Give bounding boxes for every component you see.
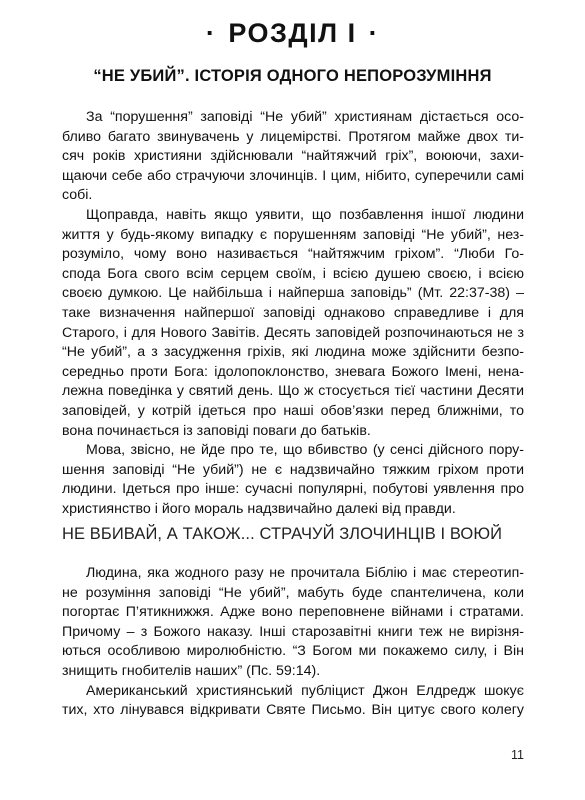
text-line: погортає П’ятикнижжя. Адже воно переповнене війнами і стратами. [62,604,524,621]
text-line: Мова, звісно, не йде про те, що вбивство (у сенсі дійсного пору- [86,442,524,459]
text-line: спода Бога свого всім серцем своїм, і всією душею своєю, і всією [62,265,524,282]
body-text-block-2 [62,564,524,721]
text-line: Щоправда, навіть якщо уявити, що позбавлення іншої людини [86,206,524,223]
text-line: щаючи себе або страчуючи злочинців. І цим, нібито, суперечили самі [62,167,524,184]
text-line: не розуміння заповіді “Не убий”, мабуть буде спантеличена, коли [62,584,524,601]
text-line: собі. [62,187,93,204]
section-heading-execute-and-fight: НЕ ВБИВАЙ, А ТАКОЖ... СТРАЧУЙ ЗЛОЧИНЦІВ І ВОЮЙ [62,525,503,543]
text-line: людини. Ідеться про інше: сучасні популярні, побутові уявлення про [62,481,524,498]
text-line: Американський християнський публіцист Джон Елдредж шокує [86,682,524,699]
chapter-title-dot-left: · [205,18,217,48]
text-line: Причому – з Божого наказу. Інші старозавітні книги теж не вирізня- [62,623,524,640]
chapter-title-text: РОЗДІЛ І [228,18,357,48]
text-line: своєю думкою. Це найбільша і найперша заповідь” (Мт. 22:37-38) – [62,285,524,302]
page-number: 11 [511,748,524,762]
chapter-title-dot-right: · [368,18,380,48]
text-line: “Не убий”, а з засудження гріхів, які людина може здійснити безпо- [62,344,524,361]
text-line: середньо проти Бога: ідолопоклонство, зневага Божого Імені, нена- [62,363,524,380]
text-line: вона починається із заповіді поваги до батьків. [62,422,371,439]
chapter-title [0,18,585,49]
text-line: заповідей, у котрій ідеться про наші обов’язки перед ближніми, то [62,402,524,419]
text-line: шення заповіді “Не убий”) не є надзвичайно тяжким гріхом проти [62,461,524,478]
text-line: таке визначення найпершої заповіді однаково справедливе і для [62,304,524,321]
section-heading-not-kill: “НЕ УБИЙ”. ІСТОРІЯ ОДНОГО НЕПОРОЗУМІННЯ [93,67,492,85]
text-line: Старого, і для Нового Завітів. Десять заповідей розпочинаються не з [62,324,524,341]
text-line: життя у будь-якому випадку є порушенням заповіді “Не убий”, нез- [62,226,524,243]
text-line: знищить гнобителів наших” (Пс. 59:14). [62,662,321,679]
text-line: ються особливою миролюбністю. “З Богом ми покажемо силу, і Він [62,643,524,660]
text-line: За “порушення” заповіді “Не убий” християнам дістається осо- [86,109,524,125]
text-line: бливо багато звинувачень у лицемірстві. Протягом майже двох ти- [62,128,524,145]
text-line: тих, хто лінувався відкривати Святе Письмо. Він цитує свого колегу [62,702,524,719]
text-line: лежна поведінка у святий день. Що ж стосується тієї частини Десяти [62,383,524,400]
body-text-block-1 [62,108,524,519]
text-line: Людина, яка жодного разу не прочитала Біблію і має стереотип- [86,565,524,581]
text-line: християнство і його мораль надзвичайно далекі від правди. [62,500,456,517]
text-line: сяч років християни здійснювали “найтяжчий гріх”, воюючи, захи- [62,148,524,165]
text-line: розуміло, чому воно називається “найтяжчим гріхом”. “Люби Го- [62,246,524,263]
